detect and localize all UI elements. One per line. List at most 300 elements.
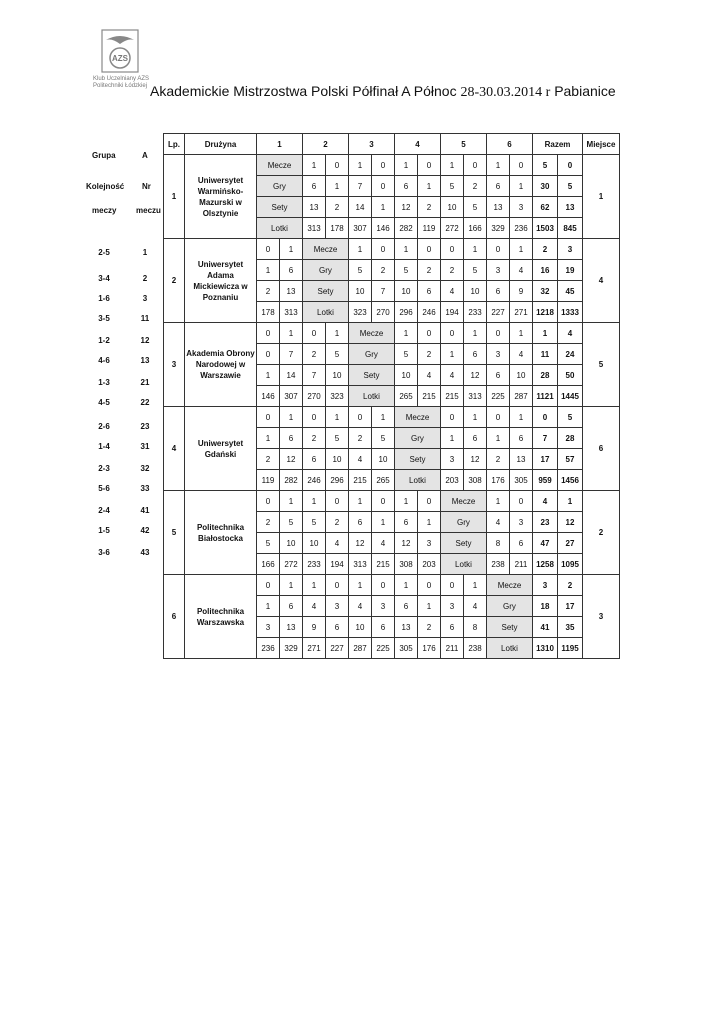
score-cell: 10 [303, 533, 326, 554]
total-cell: 30 [533, 176, 558, 197]
score-cell: 8 [487, 533, 510, 554]
score-cell: 313 [303, 218, 326, 239]
total-cell: 18 [533, 596, 558, 617]
score-cell: 265 [372, 470, 395, 491]
score-cell: 5 [326, 428, 349, 449]
score-cell: 2 [303, 344, 326, 365]
grupa-value: A [142, 151, 148, 160]
total-cell: 28 [533, 365, 558, 386]
score-cell: 6 [326, 617, 349, 638]
score-cell: 2 [303, 428, 326, 449]
score-cell: 4 [372, 533, 395, 554]
team-lp: 5 [164, 491, 185, 575]
team-place: 1 [583, 155, 620, 239]
score-cell: 0 [303, 407, 326, 428]
team-lp: 4 [164, 407, 185, 491]
total-cell: 28 [558, 428, 583, 449]
score-cell: 313 [349, 554, 372, 575]
score-cell: 5 [257, 533, 280, 554]
schedule-match-number: 2 [142, 274, 148, 283]
total-cell: 57 [558, 449, 583, 470]
schedule-match-number: 11 [140, 314, 150, 323]
title-place: Pabianice [554, 83, 616, 99]
score-cell: 3 [372, 596, 395, 617]
score-cell: 5 [303, 512, 326, 533]
score-cell: 0 [441, 407, 464, 428]
score-cell: 0 [257, 239, 280, 260]
schedule-match-number: 22 [140, 398, 150, 407]
score-cell: 1 [464, 407, 487, 428]
score-cell: 227 [487, 302, 510, 323]
score-cell: 1 [441, 428, 464, 449]
score-cell: 282 [280, 470, 303, 491]
self-match-label: Mecze [257, 155, 303, 176]
score-cell: 1 [418, 176, 441, 197]
score-cell: 10 [349, 281, 372, 302]
total-cell: 3 [558, 239, 583, 260]
self-match-label: Mecze [487, 575, 533, 596]
total-cell: 62 [533, 197, 558, 218]
score-cell: 1 [395, 575, 418, 596]
self-match-label: Lotki [303, 302, 349, 323]
score-cell: 203 [418, 554, 441, 575]
score-cell: 7 [303, 365, 326, 386]
self-match-label: Mecze [303, 239, 349, 260]
score-cell: 1 [510, 407, 533, 428]
score-cell: 1 [257, 365, 280, 386]
score-cell: 10 [395, 365, 418, 386]
score-cell: 3 [510, 197, 533, 218]
score-cell: 1 [280, 575, 303, 596]
self-match-label: Sety [487, 617, 533, 638]
total-cell: 41 [533, 617, 558, 638]
score-cell: 10 [349, 617, 372, 638]
score-cell: 12 [280, 449, 303, 470]
total-cell: 27 [558, 533, 583, 554]
score-cell: 0 [257, 344, 280, 365]
score-cell: 1 [487, 155, 510, 176]
score-cell: 5 [326, 344, 349, 365]
score-cell: 215 [418, 386, 441, 407]
score-cell: 9 [303, 617, 326, 638]
score-cell: 6 [280, 260, 303, 281]
score-cell: 0 [441, 239, 464, 260]
self-match-label: Sety [349, 365, 395, 386]
schedule-row [74, 484, 170, 496]
total-cell: 4 [558, 323, 583, 344]
score-cell: 6 [280, 596, 303, 617]
score-cell: 6 [487, 176, 510, 197]
self-match-label: Sety [395, 449, 441, 470]
schedule-pairing: 2-5 [98, 248, 110, 257]
self-match-label: Gry [349, 344, 395, 365]
score-cell: 0 [257, 575, 280, 596]
schedule-row [74, 398, 170, 410]
score-cell: 203 [441, 470, 464, 491]
score-cell: 0 [487, 239, 510, 260]
schedule-row [74, 294, 170, 306]
score-cell: 12 [395, 197, 418, 218]
score-cell: 271 [303, 638, 326, 659]
score-cell: 0 [372, 491, 395, 512]
score-cell: 0 [510, 491, 533, 512]
score-cell: 178 [257, 302, 280, 323]
score-cell: 0 [372, 155, 395, 176]
total-cell: 23 [533, 512, 558, 533]
total-cell: 959 [533, 470, 558, 491]
team-name: Uniwersytet Warmińsko-Mazurski w Olsztynie [185, 155, 257, 239]
total-cell: 1 [533, 323, 558, 344]
self-match-label: Lotki [441, 554, 487, 575]
header-team: Drużyna [185, 134, 257, 155]
score-cell: 238 [487, 554, 510, 575]
self-match-label: Gry [303, 260, 349, 281]
score-cell: 5 [349, 260, 372, 281]
score-cell: 246 [303, 470, 326, 491]
team-name: Politechnika Warszawska [185, 575, 257, 659]
score-cell: 176 [418, 638, 441, 659]
score-cell: 1 [349, 239, 372, 260]
score-cell: 225 [372, 638, 395, 659]
table-row [164, 323, 620, 344]
score-cell: 9 [510, 281, 533, 302]
total-cell: 11 [533, 344, 558, 365]
score-cell: 0 [441, 323, 464, 344]
score-cell: 0 [326, 575, 349, 596]
score-cell: 5 [441, 176, 464, 197]
score-cell: 0 [372, 575, 395, 596]
score-cell: 119 [418, 218, 441, 239]
schedule-pairing: 2-4 [98, 506, 110, 515]
score-cell: 4 [349, 596, 372, 617]
score-cell: 166 [464, 218, 487, 239]
score-cell: 4 [441, 281, 464, 302]
score-cell: 308 [464, 470, 487, 491]
schedule-match-number: 42 [140, 526, 150, 535]
score-cell: 1 [326, 176, 349, 197]
score-cell: 10 [372, 449, 395, 470]
schedule-match-number: 3 [142, 294, 148, 303]
score-cell: 10 [326, 449, 349, 470]
total-cell: 17 [558, 596, 583, 617]
self-match-label: Sety [257, 197, 303, 218]
score-cell: 1 [349, 155, 372, 176]
score-cell: 3 [257, 617, 280, 638]
score-cell: 233 [464, 302, 487, 323]
header-col-5: 5 [441, 134, 487, 155]
schedule-pairing: 3-5 [98, 314, 110, 323]
schedule-pairing: 1-5 [98, 526, 110, 535]
schedule-match-number: 31 [140, 442, 150, 451]
score-cell: 313 [280, 302, 303, 323]
score-cell: 10 [441, 197, 464, 218]
score-cell: 178 [326, 218, 349, 239]
score-cell: 323 [326, 386, 349, 407]
total-cell: 13 [558, 197, 583, 218]
score-cell: 1 [349, 491, 372, 512]
score-cell: 225 [487, 386, 510, 407]
score-cell: 1 [395, 155, 418, 176]
total-cell: 7 [533, 428, 558, 449]
score-cell: 0 [418, 155, 441, 176]
self-match-label: Gry [487, 596, 533, 617]
score-cell: 146 [257, 386, 280, 407]
score-cell: 1 [418, 596, 441, 617]
score-cell: 13 [395, 617, 418, 638]
results-table [163, 133, 620, 659]
score-cell: 7 [372, 281, 395, 302]
score-cell: 1 [395, 323, 418, 344]
score-cell: 2 [257, 449, 280, 470]
self-match-label: Lotki [395, 470, 441, 491]
score-cell: 215 [441, 386, 464, 407]
self-match-label: Sety [303, 281, 349, 302]
score-cell: 2 [257, 512, 280, 533]
self-match-label: Mecze [349, 323, 395, 344]
score-cell: 329 [487, 218, 510, 239]
score-cell: 0 [257, 491, 280, 512]
team-name: Politechnika Białostocka [185, 491, 257, 575]
score-cell: 13 [487, 197, 510, 218]
score-cell: 1 [280, 491, 303, 512]
score-cell: 1 [464, 239, 487, 260]
score-cell: 2 [418, 197, 441, 218]
score-cell: 271 [510, 302, 533, 323]
total-cell: 1456 [558, 470, 583, 491]
header-miejsce: Miejsce [583, 134, 620, 155]
self-match-label: Gry [395, 428, 441, 449]
score-cell: 2 [326, 197, 349, 218]
score-cell: 1 [372, 407, 395, 428]
schedule-match-number: 12 [140, 336, 150, 345]
score-cell: 0 [372, 239, 395, 260]
score-cell: 2 [418, 260, 441, 281]
score-cell: 2 [349, 428, 372, 449]
score-cell: 1 [372, 512, 395, 533]
score-cell: 265 [395, 386, 418, 407]
score-cell: 1 [441, 155, 464, 176]
score-cell: 176 [487, 470, 510, 491]
total-cell: 1218 [533, 302, 558, 323]
score-cell: 1 [303, 491, 326, 512]
total-cell: 32 [533, 281, 558, 302]
score-cell: 0 [326, 491, 349, 512]
schedule-row [74, 506, 170, 518]
total-cell: 50 [558, 365, 583, 386]
score-cell: 5 [464, 260, 487, 281]
score-cell: 0 [487, 323, 510, 344]
schedule-pairing: 1-4 [98, 442, 110, 451]
score-cell: 6 [372, 617, 395, 638]
score-cell: 6 [510, 533, 533, 554]
total-cell: 16 [533, 260, 558, 281]
self-match-label: Lotki [487, 638, 533, 659]
score-cell: 0 [441, 575, 464, 596]
schedule-row [74, 464, 170, 476]
schedule-match-number: 21 [140, 378, 150, 387]
table-row [164, 155, 620, 176]
score-cell: 4 [303, 596, 326, 617]
score-cell: 1 [441, 344, 464, 365]
schedule-row [74, 548, 170, 560]
score-cell: 2 [257, 281, 280, 302]
score-cell: 215 [372, 554, 395, 575]
header-col-4: 4 [395, 134, 441, 155]
score-cell: 270 [303, 386, 326, 407]
schedule-row [74, 526, 170, 538]
score-cell: 1 [418, 512, 441, 533]
score-cell: 6 [441, 617, 464, 638]
total-cell: 1310 [533, 638, 558, 659]
score-cell: 0 [418, 239, 441, 260]
score-cell: 6 [395, 512, 418, 533]
self-match-label: Lotki [349, 386, 395, 407]
title-date: 28-30.03.2014 r [460, 85, 551, 100]
schedule-pairing: 2-3 [98, 464, 110, 473]
score-cell: 272 [441, 218, 464, 239]
score-cell: 4 [349, 449, 372, 470]
score-cell: 5 [280, 512, 303, 533]
score-cell: 287 [349, 638, 372, 659]
score-cell: 0 [372, 176, 395, 197]
score-cell: 323 [349, 302, 372, 323]
score-cell: 4 [418, 365, 441, 386]
score-cell: 1 [487, 491, 510, 512]
total-cell: 0 [533, 407, 558, 428]
total-cell: 1195 [558, 638, 583, 659]
page-title [150, 83, 616, 101]
score-cell: 10 [280, 533, 303, 554]
total-cell: 5 [558, 407, 583, 428]
schedule-match-number: 23 [140, 422, 150, 431]
logo-caption: Klub Uczelniany AZS Politechniki Łódzkiej [93, 76, 150, 89]
header-col-6: 6 [487, 134, 533, 155]
score-cell: 7 [349, 176, 372, 197]
total-cell: 1258 [533, 554, 558, 575]
total-cell: 2 [558, 575, 583, 596]
score-cell: 6 [395, 596, 418, 617]
schedule-match-number: 32 [140, 464, 150, 473]
schedule-row [74, 422, 170, 434]
score-cell: 1 [395, 239, 418, 260]
score-cell: 3 [487, 260, 510, 281]
total-cell: 47 [533, 533, 558, 554]
azs-logo [98, 28, 142, 74]
score-cell: 6 [395, 176, 418, 197]
score-cell: 236 [510, 218, 533, 239]
total-cell: 1503 [533, 218, 558, 239]
score-cell: 2 [372, 260, 395, 281]
score-cell: 4 [487, 512, 510, 533]
schedule-row [74, 356, 170, 368]
schedule-row [74, 248, 170, 260]
team-lp: 1 [164, 155, 185, 239]
schedule-match-number: 41 [140, 506, 150, 515]
score-cell: 5 [372, 428, 395, 449]
meczy-label: meczy [92, 206, 117, 215]
score-cell: 13 [303, 197, 326, 218]
score-cell: 3 [441, 596, 464, 617]
team-place: 6 [583, 407, 620, 491]
title-main: Akademickie Mistrzostwa Polski Półfinał A Północ [150, 83, 457, 99]
total-cell: 1121 [533, 386, 558, 407]
score-cell: 1 [510, 323, 533, 344]
score-cell: 8 [464, 617, 487, 638]
score-cell: 119 [257, 470, 280, 491]
score-cell: 227 [326, 638, 349, 659]
team-place: 3 [583, 575, 620, 659]
table-row [164, 239, 620, 260]
score-cell: 0 [303, 323, 326, 344]
schedule-row [74, 314, 170, 326]
schedule-match-number: 33 [140, 484, 150, 493]
score-cell: 4 [464, 596, 487, 617]
score-cell: 0 [464, 155, 487, 176]
total-cell: 5 [533, 155, 558, 176]
score-cell: 12 [349, 533, 372, 554]
score-cell: 10 [326, 365, 349, 386]
header-col-3: 3 [349, 134, 395, 155]
score-cell: 12 [395, 533, 418, 554]
score-cell: 6 [280, 428, 303, 449]
score-cell: 1 [326, 323, 349, 344]
total-cell: 5 [558, 176, 583, 197]
header-col-1: 1 [257, 134, 303, 155]
team-place: 4 [583, 239, 620, 323]
score-cell: 270 [372, 302, 395, 323]
score-cell: 2 [464, 176, 487, 197]
score-cell: 14 [280, 365, 303, 386]
score-cell: 2 [418, 617, 441, 638]
score-cell: 194 [441, 302, 464, 323]
schedule-pairing: 2-6 [98, 422, 110, 431]
score-cell: 308 [395, 554, 418, 575]
meczu-label: meczu [136, 206, 161, 215]
score-cell: 1 [257, 260, 280, 281]
score-cell: 3 [418, 533, 441, 554]
score-cell: 296 [395, 302, 418, 323]
score-cell: 211 [510, 554, 533, 575]
score-cell: 4 [510, 260, 533, 281]
score-cell: 2 [418, 344, 441, 365]
total-cell: 2 [533, 239, 558, 260]
schedule-pairing: 1-3 [98, 378, 110, 387]
schedule-pairing: 3-6 [98, 548, 110, 557]
total-cell: 1445 [558, 386, 583, 407]
score-cell: 282 [395, 218, 418, 239]
team-lp: 3 [164, 323, 185, 407]
total-cell: 19 [558, 260, 583, 281]
score-cell: 238 [464, 638, 487, 659]
team-name: Uniwersytet Gdański [185, 407, 257, 491]
score-cell: 4 [441, 365, 464, 386]
header-lp: Lp. [164, 134, 185, 155]
team-lp: 6 [164, 575, 185, 659]
score-cell: 3 [326, 596, 349, 617]
score-cell: 1 [303, 155, 326, 176]
score-cell: 1 [257, 596, 280, 617]
self-match-label: Gry [441, 512, 487, 533]
score-cell: 0 [418, 323, 441, 344]
score-cell: 329 [280, 638, 303, 659]
score-cell: 0 [257, 407, 280, 428]
score-cell: 2 [441, 260, 464, 281]
table-row [164, 491, 620, 512]
schedule-match-number: 13 [140, 356, 150, 365]
score-cell: 10 [395, 281, 418, 302]
header-razem: Razem [533, 134, 583, 155]
total-cell: 45 [558, 281, 583, 302]
